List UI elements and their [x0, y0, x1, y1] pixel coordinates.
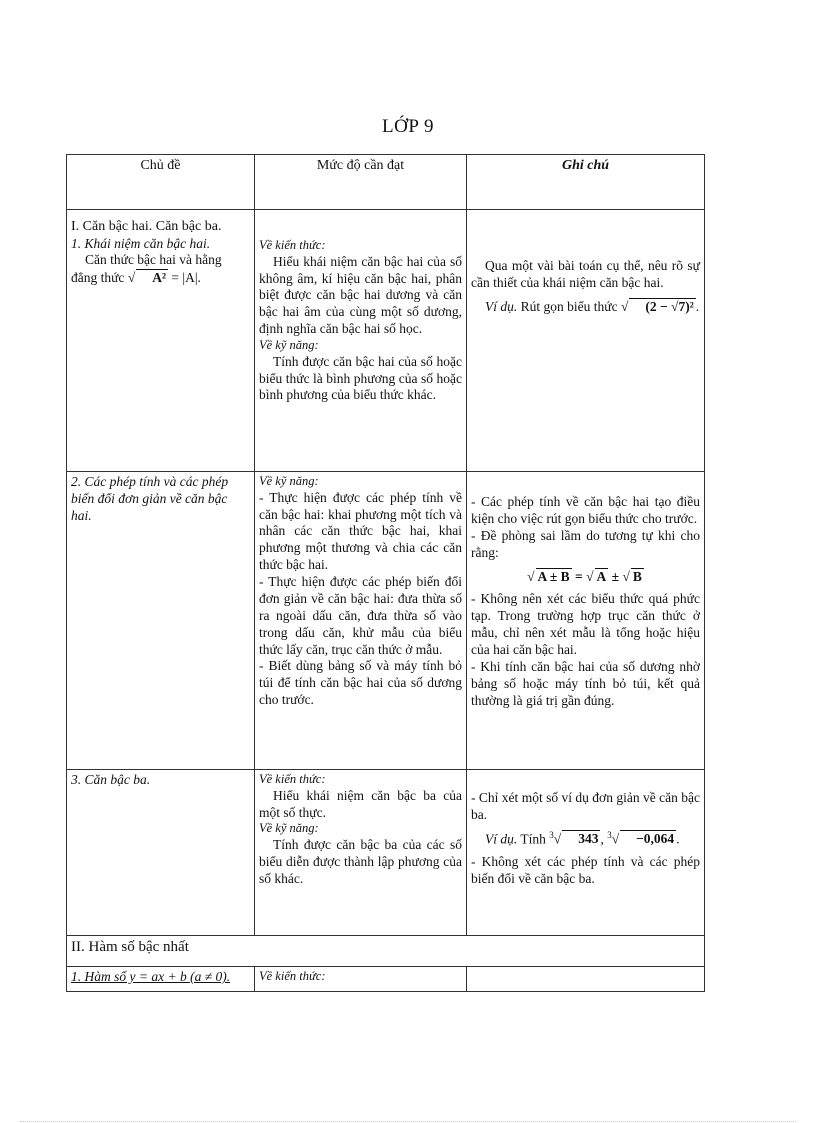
topic-title: I. Căn bậc hai. Căn bậc ba.	[71, 219, 222, 234]
example-sep: ,	[600, 831, 604, 847]
level-cell	[255, 770, 467, 936]
example-label: Ví dụ.	[485, 831, 518, 847]
cube-root-icon: √	[553, 831, 562, 847]
note-cell	[467, 472, 705, 770]
knowledge-text: Hiểu khái niệm căn bậc hai của số không âm, kí hiệu căn bậc hai, phân biệt được căn bậc hai dương và căn bậc hai âm của cùng một số dương, định nghĩa căn bậc hai số học.	[259, 253, 462, 337]
example-end: .	[676, 831, 680, 847]
sqrt-icon: √	[127, 270, 136, 286]
syllabus-table	[66, 154, 705, 992]
topic-cell	[67, 472, 255, 770]
formula-pm: ±	[611, 568, 620, 584]
note-item: - Không xét các phép tính và các phép biến đổi về căn bậc ba.	[471, 854, 700, 886]
topic-cell	[67, 967, 255, 992]
level-cell	[255, 210, 467, 472]
knowledge-label: Về kiến thức:	[259, 238, 326, 252]
skill-label: Về kỹ năng:	[259, 474, 319, 488]
topic-subtitle: 1. Khái niệm căn bậc hai.	[71, 235, 211, 251]
skill-item: - Thực hiện được các phép tính về căn bậc hai: khai phương một tích và nhân các căn thức bậc hai, khai phương một thương và chia các căn thức bậc hai.	[259, 489, 462, 573]
topic-cell	[67, 210, 255, 472]
header-note: Ghi chú	[467, 155, 705, 210]
note-formula	[471, 568, 700, 586]
table-row	[67, 770, 705, 936]
example-radicand-1: 343	[562, 830, 600, 848]
knowledge-text: Hiểu khái niệm căn bậc ba của một số thực.	[259, 787, 462, 820]
topic-cell	[67, 770, 255, 936]
note-cell	[467, 770, 705, 936]
skill-label: Về kỹ năng:	[259, 821, 319, 836]
level-cell	[255, 472, 467, 770]
formula-a: A ± B	[537, 568, 570, 584]
skill-item: - Thực hiện được các phép biến đổi đơn giản về căn bậc hai: đưa thừa số ra ngoài dấu căn, đưa thừa số vào trong dấu căn, khử mẫu của biểu thức lấy căn, trục căn thức ở mẫu.	[259, 574, 462, 657]
formula-rhs: = |A|.	[171, 270, 201, 286]
note-item: - Đề phòng sai lầm do tương tự khi cho rằng:	[471, 527, 700, 560]
sqrt-icon: √	[527, 568, 535, 584]
note-text: Qua một vài bài toán cụ thể, nêu rõ sự cần thiết của khái niệm căn bậc hai.	[471, 258, 700, 290]
topic-title: 2. Các phép tính và các phép biến đổi đơn giản về căn bậc hai.	[71, 474, 229, 523]
table-row	[67, 472, 705, 770]
section-title	[67, 936, 705, 967]
note-example	[471, 298, 700, 316]
example-end: .	[695, 298, 700, 314]
cube-root-icon: √	[611, 831, 620, 847]
sqrt-icon: √	[620, 298, 629, 314]
table-row	[67, 967, 705, 992]
note-example: Ví dụ. Tính $^3$√ 343 , $^3$√ −0,064 .	[485, 829, 680, 847]
note-item: - Khi tính căn bậc hai của số dương nhờ bảng số hoặc máy tính bỏ túi, kết quả thường là giá trị gần đúng.	[471, 658, 700, 708]
page-title: LỚP 9	[382, 116, 434, 137]
table-header-row	[67, 155, 705, 210]
formula-c: B	[632, 568, 642, 584]
header-level: Mức độ cần đạt	[255, 155, 467, 210]
skill-item: - Biết dùng bảng số và máy tính bỏ túi để tính căn bậc hai của số dương cho trước.	[259, 658, 462, 708]
sqrt-icon: √	[622, 568, 630, 584]
topic-text-body: Căn thức bậc hai và hằng đẳng thức	[71, 252, 222, 286]
example-radicand-2: −0,064	[620, 830, 676, 848]
note-item: - Không nên xét các biểu thức quá phức tạp. Trong trường hợp trục căn thức ở mẫu, chỉ nên xét mẫu là tổng hoặc hiệu của hai căn bậc hai.	[471, 591, 700, 657]
level-cell	[255, 967, 467, 992]
note-item: - Chỉ xét một số ví dụ đơn giản về căn bậc ba.	[471, 790, 700, 822]
skill-text: Tính được căn bậc hai của số hoặc biểu thức là bình phương của số hoặc bình phương của biểu thức khác.	[259, 353, 462, 403]
formula-eq: =	[575, 568, 583, 584]
formula-radicand: A²	[136, 269, 168, 287]
example-text: Tính	[520, 831, 546, 847]
formula-b: A	[596, 568, 607, 584]
topic-title: 1. Hàm số y = ax + b (a ≠ 0).	[71, 969, 231, 984]
table-row	[67, 210, 705, 472]
skill-text: Tính được căn bậc ba của các số biểu diễn được thành lập phương của số khác.	[259, 837, 462, 886]
header-topic: Chủ đề	[67, 155, 255, 210]
example-text: Rút gọn biểu thức	[520, 298, 618, 314]
example-radicand: (2 − √7)²	[629, 298, 695, 316]
sqrt-icon: √	[586, 568, 594, 584]
example-label: Ví dụ.	[485, 298, 518, 314]
skill-label: Về kỹ năng:	[259, 338, 319, 352]
note-item: - Các phép tính về căn bậc hai tạo điều kiện cho việc rút gọn biểu thức cho trước.	[471, 494, 700, 526]
knowledge-label: Về kiến thức:	[259, 772, 326, 786]
topic-title: 3. Căn bậc ba.	[71, 772, 151, 787]
note-cell	[467, 967, 705, 992]
topic-text	[71, 252, 250, 287]
section-title-text: II. Hàm số bậc nhất	[71, 939, 189, 955]
knowledge-label: Về kiến thức:	[259, 969, 326, 983]
note-cell	[467, 210, 705, 472]
section-row	[67, 936, 705, 967]
page-bottom-border	[20, 1121, 796, 1122]
